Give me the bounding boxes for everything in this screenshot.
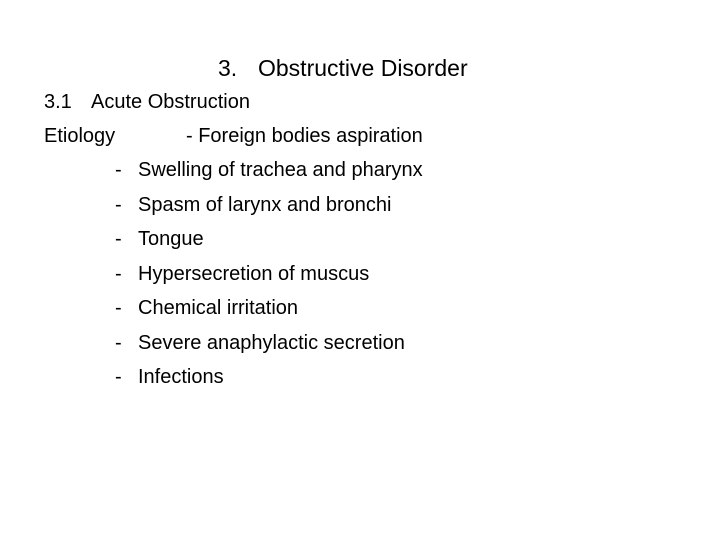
etiology-label: Etiology — [44, 125, 116, 147]
slide-title — [218, 53, 468, 83]
bullet-dash: - — [115, 297, 122, 319]
etiology-first-item: - Foreign bodies aspiration — [186, 125, 423, 147]
list-item: Swelling of trachea and pharynx — [138, 159, 423, 181]
subheading — [44, 90, 250, 114]
bullet-dash: - — [115, 228, 122, 250]
list-item: Chemical irritation — [138, 297, 299, 319]
bullet-dash: - — [115, 194, 122, 216]
subheading-number: 3.1 — [44, 91, 72, 113]
list-item: Infections — [138, 366, 224, 388]
title-text: Obstructive Disorder — [258, 55, 468, 81]
list-item: Hypersecretion of muscus — [138, 263, 370, 285]
title-number: 3. — [218, 55, 238, 81]
list-item: Severe anaphylactic secretion — [138, 332, 405, 354]
list-item: Spasm of larynx and bronchi — [138, 194, 392, 216]
subheading-text: Acute Obstruction — [91, 91, 250, 113]
list-item: Tongue — [138, 228, 204, 250]
bullet-dash: - — [115, 366, 122, 388]
bullet-dash: - — [115, 159, 122, 181]
bullet-dash: - — [115, 263, 122, 285]
bullet-dash: - — [115, 332, 122, 354]
